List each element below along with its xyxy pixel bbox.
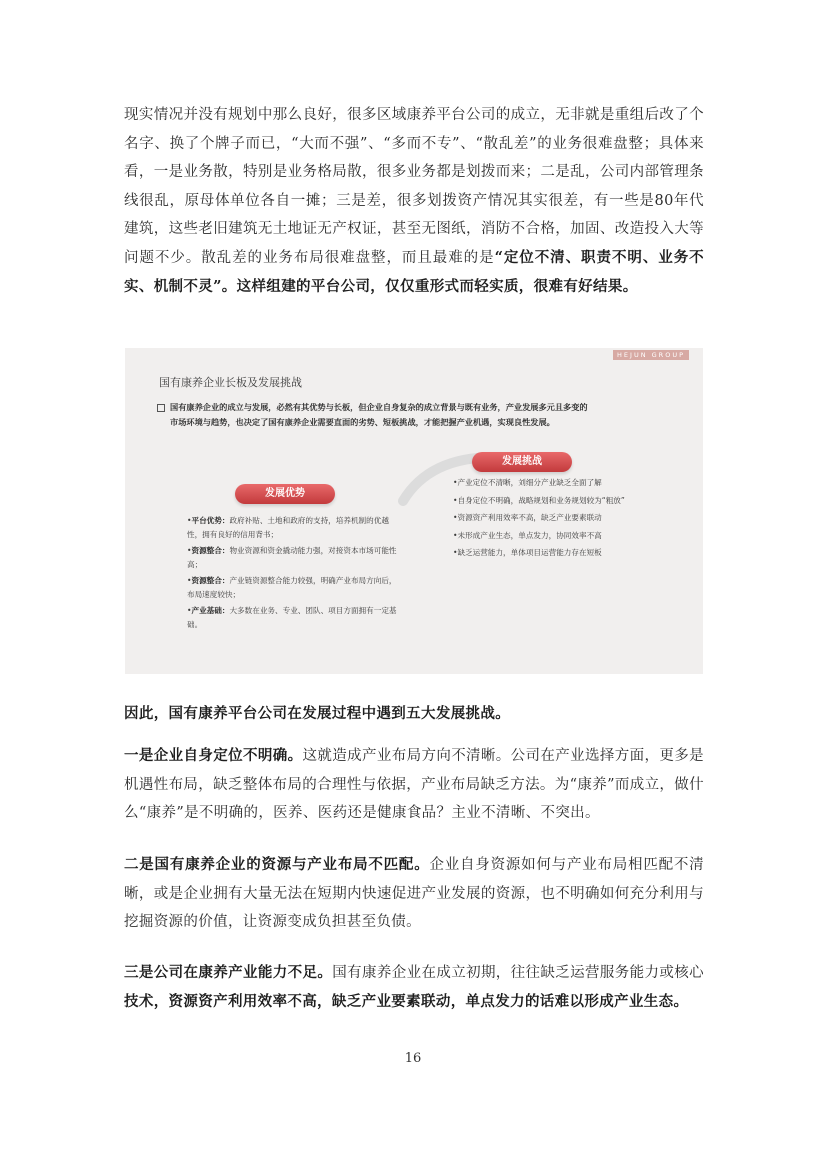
challenges-label: 发展挑战 <box>472 452 572 472</box>
paragraph-intro-text: 现实情况并没有规划中那么良好，很多区域康养平台公司的成立，无非就是重组后改了个名字、换了个牌子而已，“大而不强”、“多而不专”、“散乱差”的业务很难盘整；具体来看，一是业务散，特别是业务格局散，很多业务都是划拨而来；二是乱，公司内部管理条线很乱，原母体单位各自一摊；三是差，很多划拨资产情况其实很差，有一些是80年代建筑，这些老旧建筑无土地证无产权证，甚至无图纸，消防不合格，加固、改造投入大等问题不少。散乱差的业务布局很难盘整，而且最难的是 <box>124 107 704 266</box>
list-item: •产业定位不清晰，刘细分产业缺乏全面了解 <box>453 478 602 487</box>
challenge-1-text: 这就造成产业布局方向不清晰。公司在产业选择方面，更多是机遇性布局，缺乏整体布局的合理性与依据，产业布局缺乏方法。为“康养”而成立，做什么“康养”是不明确的，医养、医药还是健康食品？主业不清晰、不突出。 <box>124 748 704 822</box>
advantages-list <box>187 514 397 634</box>
challenge-3-heading: 三是公司在康养产业能力不足。 <box>124 964 333 981</box>
brand-logo: HEJUN GROUP <box>613 350 689 360</box>
list-item: •资源资产利用效率不高，缺乏产业要素联动 <box>453 513 602 522</box>
paragraph-summary-text: 因此，国有康养平台公司在发展过程中遇到五大发展挑战。 <box>124 705 511 722</box>
challenges-list <box>453 476 683 564</box>
list-item: •资源整合：产业链资源整合能力较强，明确产业布局方向后，布局速度较快； <box>187 576 397 599</box>
challenge-1-heading: 一是企业自身定位不明确。 <box>124 747 303 764</box>
paragraph-intro-emphasis: “定位不清、职责不明、业务不实、机制不灵”。这样组建的平台公司，仅仅重形式而轻实质，很难有好结果。 <box>124 248 704 295</box>
page-number: 16 <box>404 1051 422 1066</box>
paragraph-challenge-2 <box>124 851 704 937</box>
paragraph-summary <box>124 700 704 729</box>
paragraph-challenge-3 <box>124 959 704 1016</box>
challenge-3-text: 国有康养企业在成立初期，往往缺乏运营服务能力或核心 <box>332 965 704 981</box>
figure-intro <box>157 400 682 430</box>
figure-intro-line1: 国有康养企业的成立与发展，必然有其优势与长板，但企业自身复杂的成立背景与既有业务，产业发展多元且多变的 <box>170 402 588 412</box>
challenge-2-heading: 二是国有康养企业的资源与产业布局不匹配。 <box>124 856 430 873</box>
challenges-figure <box>125 348 703 674</box>
paragraph-challenge-1 <box>124 742 704 828</box>
figure-title: 国有康养企业长板及发展挑战 <box>159 376 302 389</box>
list-item: •缺乏运营能力，单体项目运营能力存在短板 <box>453 548 602 557</box>
challenge-2-text: 企业自身资源如何与产业布局相匹配不清晰，或是企业拥有大量无法在短期内快速促进产业发展的资源，也不明确如何充分利用与挖掘资源的价值，让资源变成负担甚至负债。 <box>124 857 704 931</box>
list-item: •自身定位不明确，战略规划和业务规划较为“粗放” <box>453 495 625 505</box>
list-item: •产业基础：大多数在业务、专业、团队、项目方面拥有一定基础。 <box>187 606 397 629</box>
checkbox-bullet-icon <box>157 404 165 412</box>
advantages-label: 发展优势 <box>235 484 335 504</box>
figure-intro-line2: 市场环境与趋势，也决定了国有康养企业需要直面的劣势、短板挑战，才能把握产业机遇，实现良性发展。 <box>170 417 555 427</box>
challenge-3-emphasis: 技术，资源资产利用效率不高，缺乏产业要素联动，单点发力的话难以形成产业生态。 <box>124 992 689 1010</box>
list-item: •未形成产业生态，单点发力，协同效率不高 <box>453 530 602 540</box>
list-item: •平台优势：政府补贴、土地和政府的支持，培养机制的优越性，拥有良好的信用背书； <box>187 516 389 539</box>
paragraph-intro <box>124 101 704 301</box>
list-item: •资源整合：物业资源和资金撬动能力强，对接资本市场可能性高； <box>187 546 397 569</box>
